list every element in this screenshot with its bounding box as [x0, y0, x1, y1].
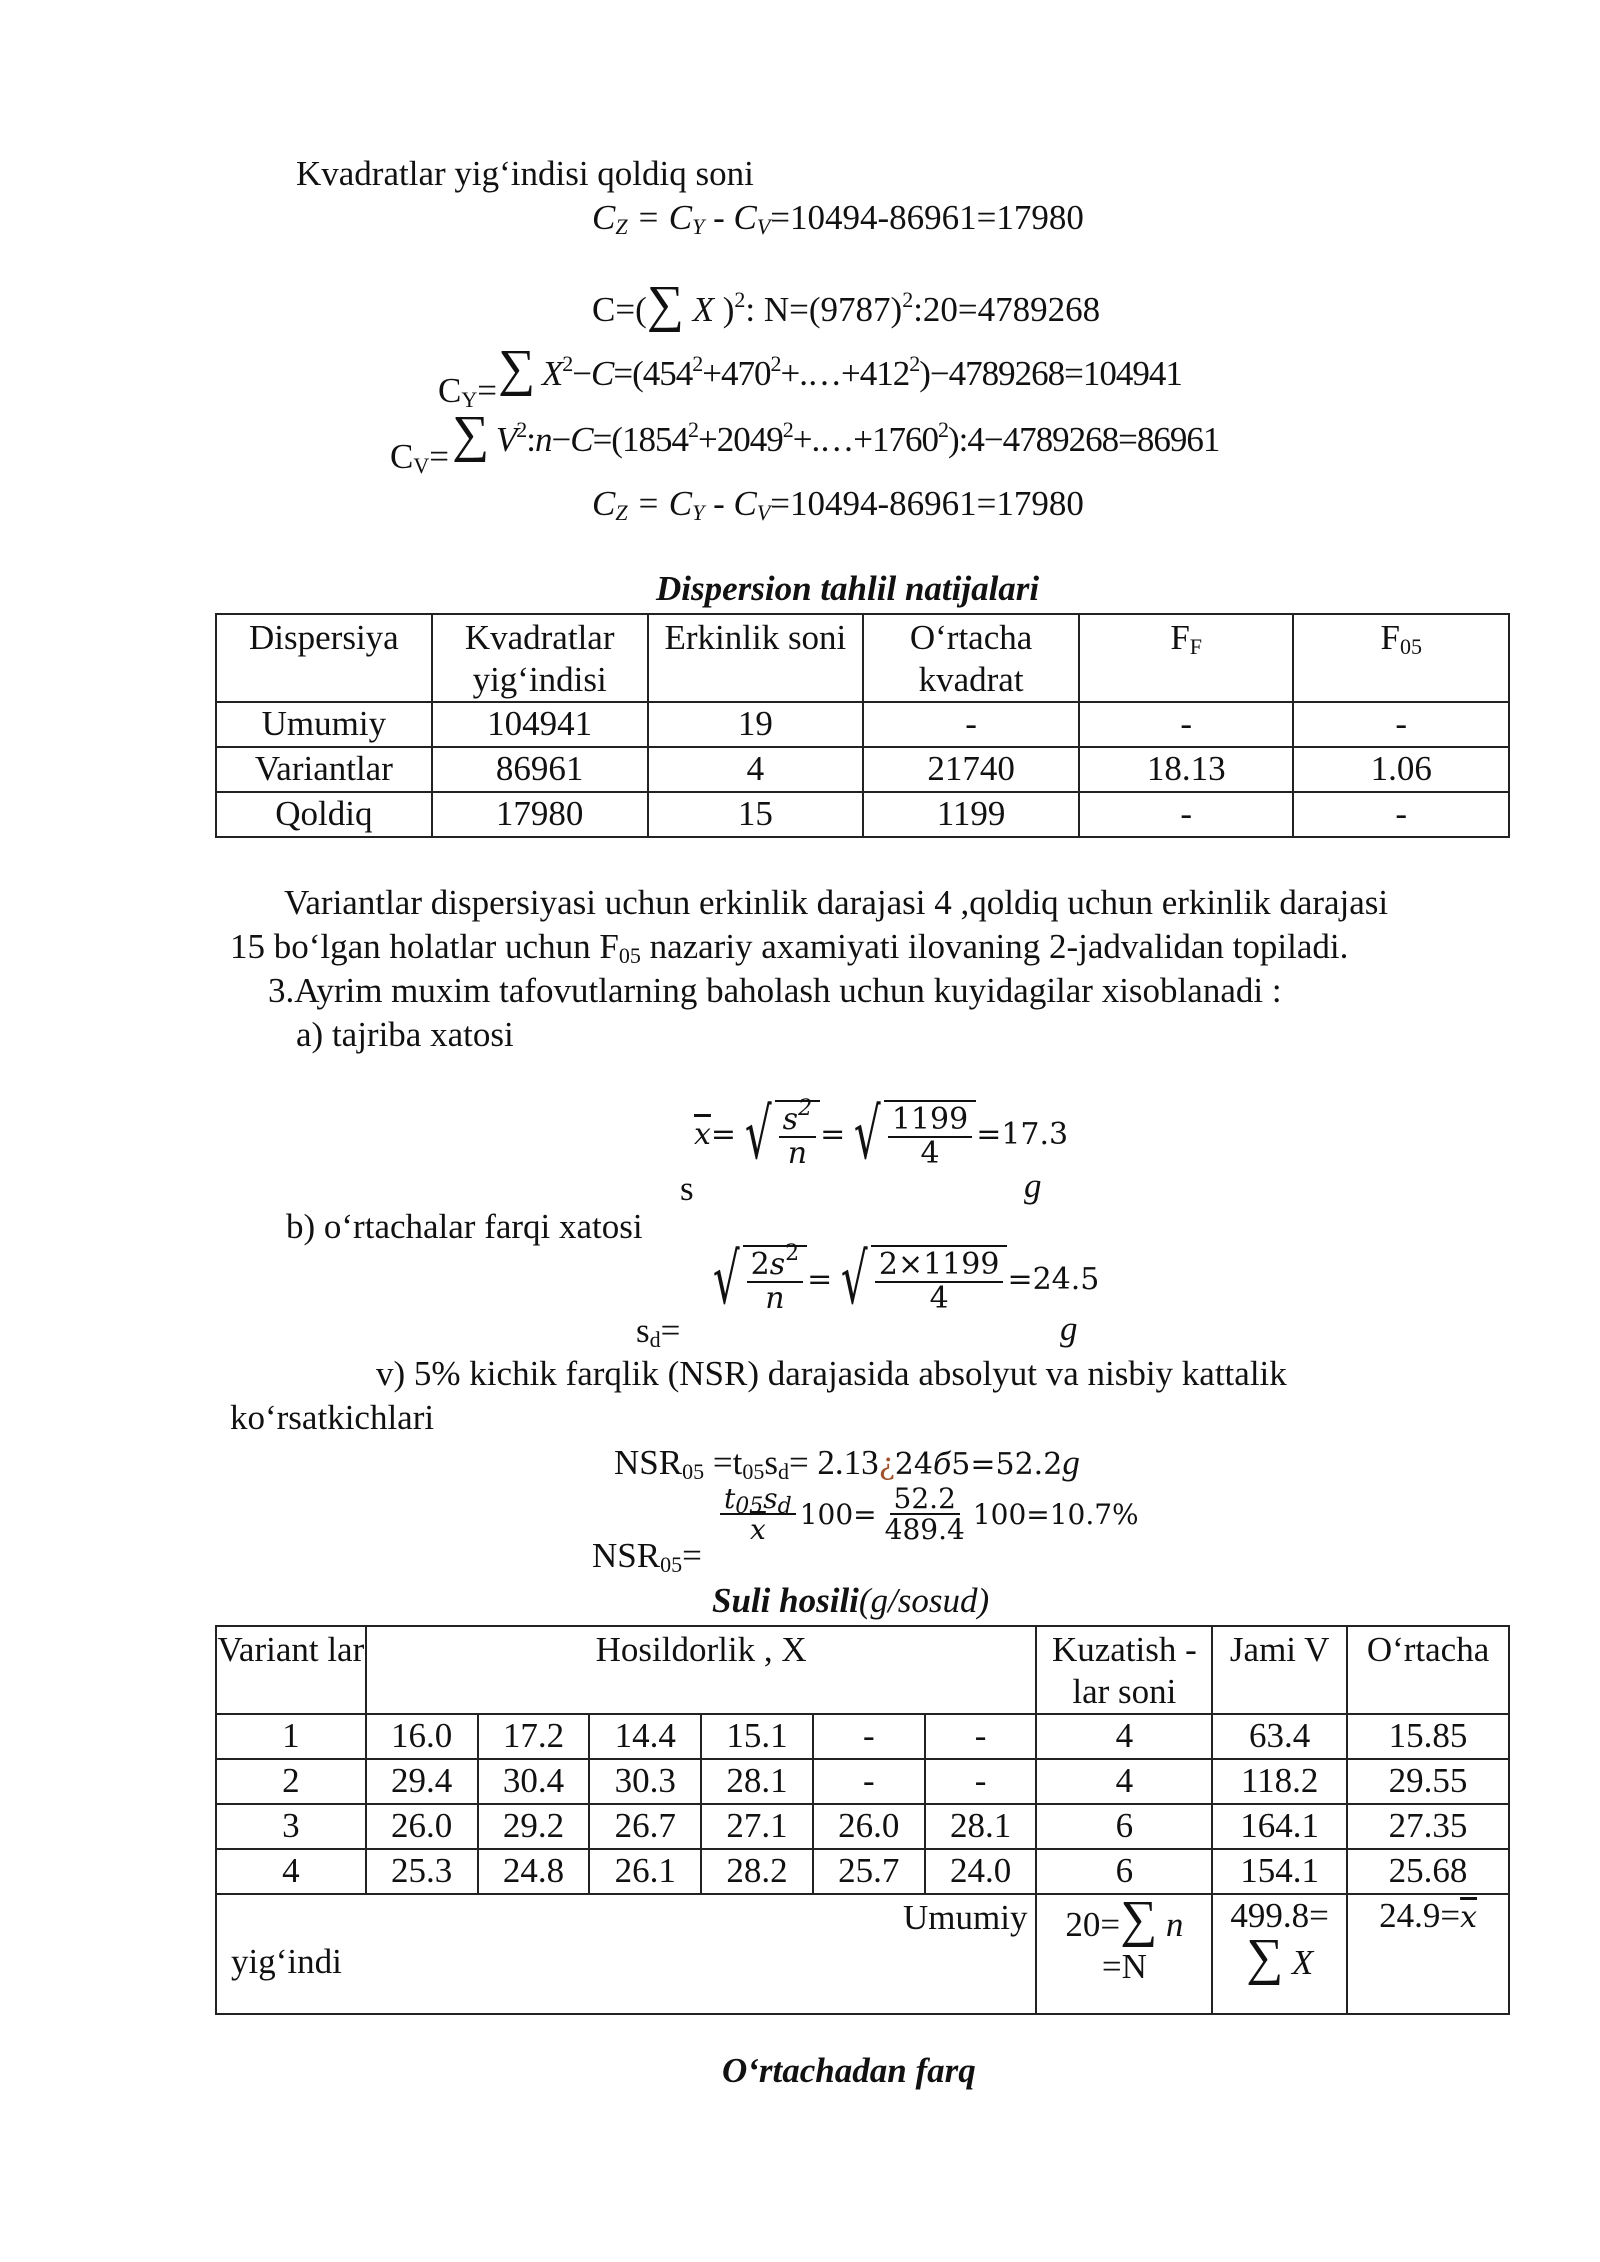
table2-cell: 15.85 [1347, 1714, 1509, 1759]
table2-cell: 4 [1036, 1759, 1212, 1804]
cy-term: 470 [720, 354, 771, 393]
sd-formula: √ $\frac{2s^2}{n}$ = √ $\frac{2\times 1199}{4}$ =24.5 [704, 1245, 1099, 1314]
table2-cell: 4 [216, 1849, 366, 1894]
sum-icon: ∑ [646, 276, 684, 333]
x-bar-icon: $\overline{x}$ [1460, 1900, 1477, 1935]
table2-cell: 164.1 [1212, 1804, 1347, 1849]
sqrt-2s2-n: √ $\frac{2s^2}{n}$ [704, 1245, 807, 1314]
table2-cell: 63.4 [1212, 1714, 1347, 1759]
table2-cell: 30.3 [589, 1759, 701, 1804]
sx-result: =17.3 [976, 1116, 1069, 1152]
table2-cell: 27.1 [701, 1804, 813, 1849]
cv-result: :4−4789268=86961 [958, 420, 1220, 459]
b-label: b) o‘rtachalar farqi xatosi [286, 1207, 643, 1246]
sqrt-s2-n: √ $\frac{s^2}{n}$ [736, 1100, 820, 1169]
para1-line2: 15 bo‘lgan holatlar uchun $F_{05}$ nazariy axamiyati ilovaning 2-jadvalidan topiladi. [230, 927, 1349, 968]
nsr2-mult: 100= [799, 1497, 877, 1531]
total-v: 499.8= [1230, 1896, 1329, 1935]
table2-header: O‘rtacha [1347, 1626, 1509, 1714]
table2-header: Variant lar [216, 1626, 366, 1714]
table2-header: Jami V [1212, 1626, 1347, 1714]
table2-cell: 24.0 [925, 1849, 1037, 1894]
table1-cell: - [863, 702, 1079, 747]
table-row [216, 702, 1509, 747]
para-v-line2: ko‘rsatkichlari [230, 1398, 435, 1437]
table2-cell: 16.0 [366, 1714, 478, 1759]
table1-header-ff [1079, 614, 1294, 702]
ff-label: F [1170, 618, 1190, 657]
table1-cell: Qoldiq [216, 792, 432, 837]
table1-header-row [216, 614, 1509, 702]
cz1-value: =10494-86961=17980 [770, 198, 1084, 237]
table1-cell: 4 [648, 747, 864, 792]
sum-icon: ∑ [498, 340, 535, 397]
cv-equation: ∑ $V^2:n-C=(1854^2+2049^2+.\dots+1760^2):4-4789268=86961$ [452, 406, 1220, 463]
table2-cell: 29.2 [478, 1804, 590, 1849]
table1-cell: 86961 [432, 747, 648, 792]
f05-label: F [1380, 618, 1400, 657]
table1-cell: 19 [648, 702, 864, 747]
para-v-line1: v) 5% kichik farqlik (NSR) darajasida absolyut va nisbiy kattalik [376, 1354, 1287, 1393]
sx-unit: g [1024, 1166, 1042, 1205]
para1-line2b: nazariy axamiyati ilovaning 2-jadvalidan topiladi. [649, 927, 1349, 966]
nsr1-mid: = 2.13 [788, 1443, 879, 1482]
nsr1-glyph: ¿ [878, 1447, 895, 1482]
table1-cell: 1.06 [1293, 747, 1509, 792]
sqrt-2x1199-4: √ $\frac{2\times 1199}{4}$ [832, 1245, 1007, 1314]
total-label-right: Umumiy [903, 1898, 1028, 1937]
table2-header-row [216, 1626, 1509, 1714]
table2-header: Kuzatish -lar soni [1036, 1626, 1212, 1714]
total-mean: 24.9= [1379, 1896, 1461, 1935]
table1-cell: 17980 [432, 792, 648, 837]
table2-cell: 24.8 [478, 1849, 590, 1894]
table1-header: Kvadratlar yig‘indisi [432, 614, 648, 702]
x-bar-icon: $\overline{x}$ [694, 1116, 711, 1152]
table2-cell: 29.55 [1347, 1759, 1509, 1804]
table2-cell: 25.68 [1347, 1849, 1509, 1894]
cy-term: 412 [859, 354, 910, 393]
table2-cell: 26.1 [589, 1849, 701, 1894]
table1-cell: 1199 [863, 792, 1079, 837]
nsr1-unit: g [1062, 1443, 1080, 1482]
table2-total-mean [1347, 1894, 1509, 2014]
sd-unit: g [1060, 1309, 1078, 1348]
bottom-title: O‘rtachadan farq [722, 2051, 976, 2090]
table1-cell: Umumiy [216, 702, 432, 747]
table2-cell: 3 [216, 1804, 366, 1849]
table2-cell: - [925, 1759, 1037, 1804]
table1-cell: 21740 [863, 747, 1079, 792]
cv-term: 2049 [716, 420, 783, 459]
table2-cell: 154.1 [1212, 1849, 1347, 1894]
table1-cell: 104941 [432, 702, 648, 747]
table1-caption: Dispersion tahlil natijalari [656, 569, 1040, 608]
table2-cell: 30.4 [478, 1759, 590, 1804]
table2-cell: - [925, 1714, 1037, 1759]
sx-s-label: s [680, 1169, 694, 1208]
cz2-value: =10494-86961=17980 [770, 484, 1084, 523]
table2-header: Hosildorlik , X [366, 1626, 1037, 1714]
sum-icon: ∑ [452, 406, 489, 463]
cv-term: … [819, 420, 854, 459]
nsr1-formula: $NSR_{05} =t_{05}s_d=$ 2.13¿24б5=52.2g [614, 1443, 1080, 1484]
table2-cell: 4 [1036, 1714, 1212, 1759]
nsr2-label: $NSR_{05}=$ [592, 1536, 702, 1577]
table2-cell: 2 [216, 1759, 366, 1804]
table2-cell: 6 [1036, 1804, 1212, 1849]
table1-cell: - [1293, 792, 1509, 837]
table1-cell: - [1079, 792, 1294, 837]
nsr1-tail2: 5=52.2 [951, 1447, 1063, 1482]
table2-caption-unit: (g/sosud) [858, 1581, 990, 1620]
t05sd-over-xbar: $\frac{t_{05}s_d}{x}$ [720, 1484, 796, 1545]
sx-den: 4 [920, 1135, 940, 1171]
table1-header: Dispersiya [216, 614, 432, 702]
table1-cell: - [1293, 702, 1509, 747]
table1-cell: Variantlar [216, 747, 432, 792]
table2-cell: 26.0 [813, 1804, 925, 1849]
table2-cell: 26.7 [589, 1804, 701, 1849]
yield-table [215, 1625, 1510, 2015]
sum-icon: ∑ [1246, 1929, 1284, 1986]
table2-cell: 27.35 [1347, 1804, 1509, 1849]
nsr2-num: 52.2 [890, 1484, 960, 1515]
table2-cell: 15.1 [701, 1714, 813, 1759]
table2-cell: 28.1 [925, 1804, 1037, 1849]
c-tail: :20=4789268 [913, 290, 1101, 329]
sum-icon: ∑ [1120, 1891, 1158, 1948]
c-value: =(9787) [789, 290, 903, 329]
sx-num: 1199 [888, 1104, 972, 1138]
table2-total-row [216, 1894, 1509, 2014]
table-row [216, 1804, 1509, 1849]
table2-cell: 14.4 [589, 1714, 701, 1759]
total-n: 20= [1065, 1905, 1121, 1944]
dispersion-table [215, 613, 1510, 838]
table-row [216, 747, 1509, 792]
table2-caption [712, 1580, 989, 1622]
ff-sub: F [1189, 634, 1203, 659]
table1-cell: 15 [648, 792, 864, 837]
nsr2-den: 489.4 [884, 1513, 965, 1547]
nsr2-result: 100=10.7% [972, 1497, 1139, 1531]
f05-sub: 05 [1399, 634, 1422, 659]
nsr2-frac [881, 1484, 969, 1545]
table2-cell: - [813, 1714, 925, 1759]
table2-cell: 28.1 [701, 1759, 813, 1804]
table2-cell: 29.4 [366, 1759, 478, 1804]
para1-line4: a) tajriba xatosi [296, 1015, 514, 1054]
nsr2-formula [716, 1484, 1139, 1545]
sd-label: $s_d=$ [636, 1311, 681, 1352]
total-label-left: yig‘indi [231, 1942, 342, 1981]
table2-total-n: 20=∑ n =N [1036, 1894, 1212, 2014]
intro-line: Kvadratlar yig‘indisi qoldiq soni [296, 154, 754, 193]
total-n2: =N [1101, 1947, 1147, 1986]
table2-cell: 26.0 [366, 1804, 478, 1849]
table-row [216, 792, 1509, 837]
cy-label: $C_Y=$ [438, 371, 497, 412]
table-row [216, 1849, 1509, 1894]
cy-term: … [806, 354, 841, 393]
table2-cell: 25.7 [813, 1849, 925, 1894]
sx-formula: $\overline{x}$ = √ $\frac{s^2}{n}$ = √ $\frac{1199}{4}$ =17.3 [694, 1093, 1069, 1175]
table2-total-label [216, 1894, 1036, 2014]
table2-cell: 28.2 [701, 1849, 813, 1894]
para1-line2a: 15 bo‘lgan holatlar uchun F [230, 927, 619, 966]
table2-total-v: 499.8= ∑ X [1212, 1894, 1347, 2014]
cv-label: $C_V=$ [390, 437, 449, 478]
table1-header: O‘rtacha kvadrat [863, 614, 1079, 702]
cy-term: 454 [642, 354, 693, 393]
table2-cell: 25.3 [366, 1849, 478, 1894]
nsr1-tail: 24 [894, 1447, 933, 1482]
table-row [216, 1759, 1509, 1804]
table1-cell: - [1079, 702, 1294, 747]
cy-result: −4789268=104941 [929, 354, 1182, 393]
cv-term: 1760 [871, 420, 938, 459]
table2-cell: 6 [1036, 1849, 1212, 1894]
c-equation: C=(∑ X )$^2$: $N=(9787)^2:20=4789268$ [592, 276, 1101, 333]
sd-num: 2×1199 [875, 1249, 1004, 1283]
sd-den: 4 [929, 1280, 949, 1316]
table1-header: Erkinlik soni [648, 614, 864, 702]
table2-cell: 17.2 [478, 1714, 590, 1759]
table1-cell: 18.13 [1079, 747, 1294, 792]
table2-cell: 1 [216, 1714, 366, 1759]
table-row [216, 1714, 1509, 1759]
sd-result: =24.5 [1007, 1261, 1100, 1297]
para1-line1: Variantlar dispersiyasi uchun erkinlik darajasi 4 ,qoldiq uchun erkinlik darajasi [284, 883, 1389, 922]
c-n: : N [745, 290, 790, 329]
table2-caption-title: Suli hosili [712, 1581, 859, 1620]
table2-cell: 118.2 [1212, 1759, 1347, 1804]
table1-header-f05 [1293, 614, 1509, 702]
cy-equation: ∑ $X^2-C=(454^2+470^2+.\dots+412^2)-4789268=104941$ [498, 340, 1182, 397]
cz-equation-1: $C_Z = C_Y - C_V=10494-86961=17980$ [592, 198, 1084, 239]
cv-term: 1854 [621, 420, 688, 459]
cz-equation-2: $C_Z = C_Y - C_V=10494-86961=17980$ [592, 484, 1084, 525]
table2-cell: - [813, 1759, 925, 1804]
para1-line3: 3.Ayrim muxim tafovutlarning baholash uchun kuyidagilar xisoblanadi : [268, 971, 1282, 1010]
sqrt-1199-4: √ $\frac{1199}{4}$ [845, 1100, 976, 1169]
